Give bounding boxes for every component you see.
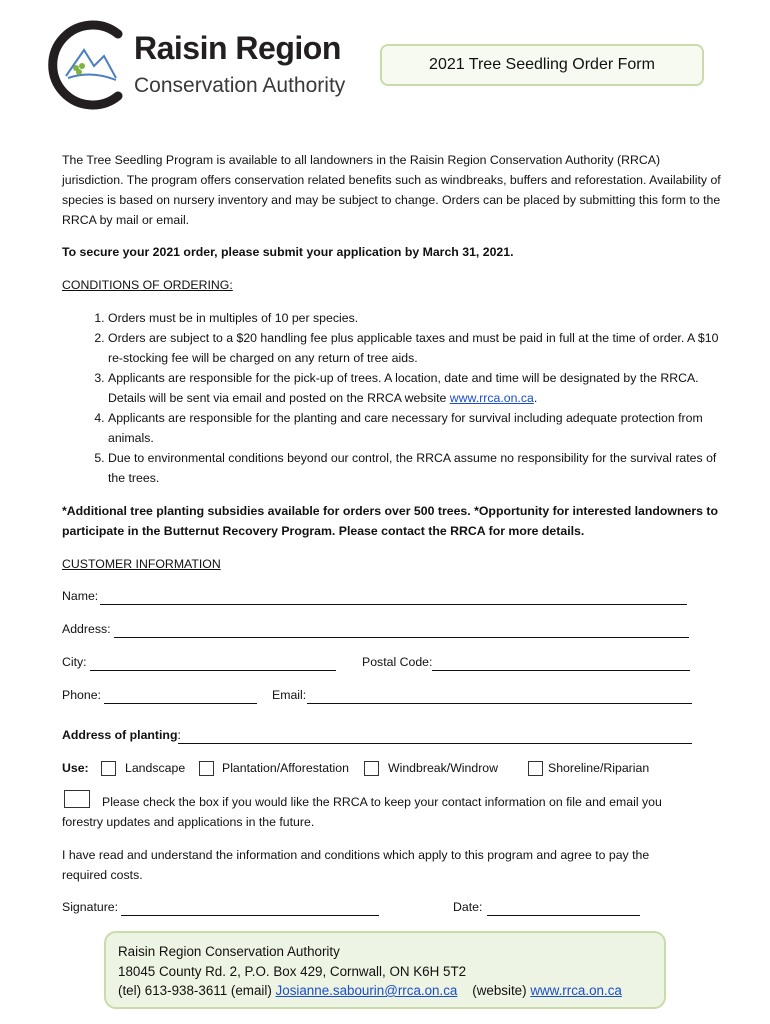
- customer-info-heading: CUSTOMER INFORMATION: [62, 557, 221, 571]
- date-label: Date:: [453, 900, 483, 914]
- footer-org: Raisin Region Conservation Authority: [118, 944, 340, 959]
- plantation-checkbox[interactable]: [199, 761, 214, 776]
- website-link[interactable]: www.rrca.on.ca: [449, 391, 534, 405]
- footer-email-link[interactable]: Josianne.sabourin@rrca.on.ca: [275, 983, 458, 998]
- planting-address-label: Address of planting:: [62, 728, 181, 742]
- shoreline-checkbox[interactable]: [528, 761, 543, 776]
- plantation-option-label: Plantation/Afforestation: [222, 761, 349, 775]
- postal-code-field[interactable]: [432, 670, 690, 671]
- landscape-option-label: Landscape: [125, 761, 186, 775]
- planting-address-field[interactable]: [178, 743, 692, 744]
- signature-label: Signature:: [62, 900, 119, 914]
- city-field[interactable]: [90, 670, 336, 671]
- logo-mark-icon: [46, 20, 136, 110]
- address-field[interactable]: [114, 637, 689, 638]
- condition-item: 4. Applicants are responsible for the planting and care necessary for survival including adequate protection from animals.: [108, 408, 726, 448]
- city-label: City:: [62, 655, 87, 669]
- footer-website-link[interactable]: www.rrca.on.ca: [530, 983, 622, 998]
- consent-text: Please check the box if you would like the RRCA to keep your contact information on file and email you forestry updates and applications in the future.: [62, 795, 662, 829]
- postal-code-label: Postal Code:: [362, 655, 433, 669]
- conditions-list: [62, 308, 726, 488]
- landscape-checkbox[interactable]: [101, 761, 116, 776]
- signature-field[interactable]: [121, 915, 379, 916]
- condition-item: 3. Applicants are responsible for the pick-up of trees. A location, date and time will be designated by the RRCA. Details will be sent via email and posted on the RRCA website www.rrca.on.ca.: [108, 368, 726, 408]
- deadline-notice: To secure your 2021 order, please submit your application by March 31, 2021.: [62, 245, 514, 259]
- condition-item: 2. Orders are subject to a $20 handling fee plus applicable taxes and must be paid in full at the time of order. A $10 re-stocking fee will be charged on any return of tree aids.: [108, 328, 726, 368]
- windbreak-option-label: Windbreak/Windrow: [388, 761, 499, 775]
- org-subtitle: Conservation Authority: [134, 74, 346, 97]
- phone-label: Phone:: [62, 688, 101, 702]
- name-field[interactable]: [100, 604, 687, 605]
- email-label: Email:: [272, 688, 307, 702]
- name-label: Name:: [62, 589, 99, 603]
- footer-address: 18045 County Rd. 2, P.O. Box 429, Cornwall, ON K6H 5T2: [118, 963, 467, 979]
- condition-item: 1. Orders must be in multiples of 10 per species.: [108, 308, 726, 328]
- intro-paragraph: The Tree Seedling Program is available to all landowners in the Raisin Region Conservation Authority (RRCA) jurisdiction. The program offers conservation related benefits such as windbreaks, buffers and reforestation. Availability of species is based on nursery inventory and may be subject to change. Orders can be placed by submitting this form to the RRCA by mail or email.: [62, 153, 721, 227]
- contact-footer: [104, 931, 666, 1009]
- phone-field[interactable]: [104, 703, 257, 704]
- email-field[interactable]: [307, 703, 692, 704]
- agreement-text: I have read and understand the information and conditions which apply to this program and agree to pay the required costs.: [62, 848, 650, 882]
- footer-contact-line: (tel) 613-938-3611 (email) Josianne.sabourin@rrca.on.ca (website) www.rrca.on.ca: [118, 983, 622, 998]
- subsidies-notice: *Additional tree planting subsidies available for orders over 500 trees. *Opportunity for interested landowners to participate in the Butternut Recovery Program. Please contact the RRCA for more details.: [62, 504, 718, 538]
- windbreak-checkbox[interactable]: [364, 761, 379, 776]
- condition-item: 5. Due to environmental conditions beyond our control, the RRCA assume no responsibility for the survival rates of the trees.: [108, 448, 726, 488]
- use-label: Use:: [62, 761, 89, 775]
- shoreline-option-label: Shoreline/Riparian: [548, 761, 650, 775]
- conditions-heading: CONDITIONS OF ORDERING:: [62, 278, 233, 292]
- date-field[interactable]: [487, 915, 640, 916]
- org-name: Raisin Region: [134, 30, 341, 66]
- address-label: Address:: [62, 622, 111, 636]
- form-title: 2021 Tree Seedling Order Form: [380, 44, 704, 86]
